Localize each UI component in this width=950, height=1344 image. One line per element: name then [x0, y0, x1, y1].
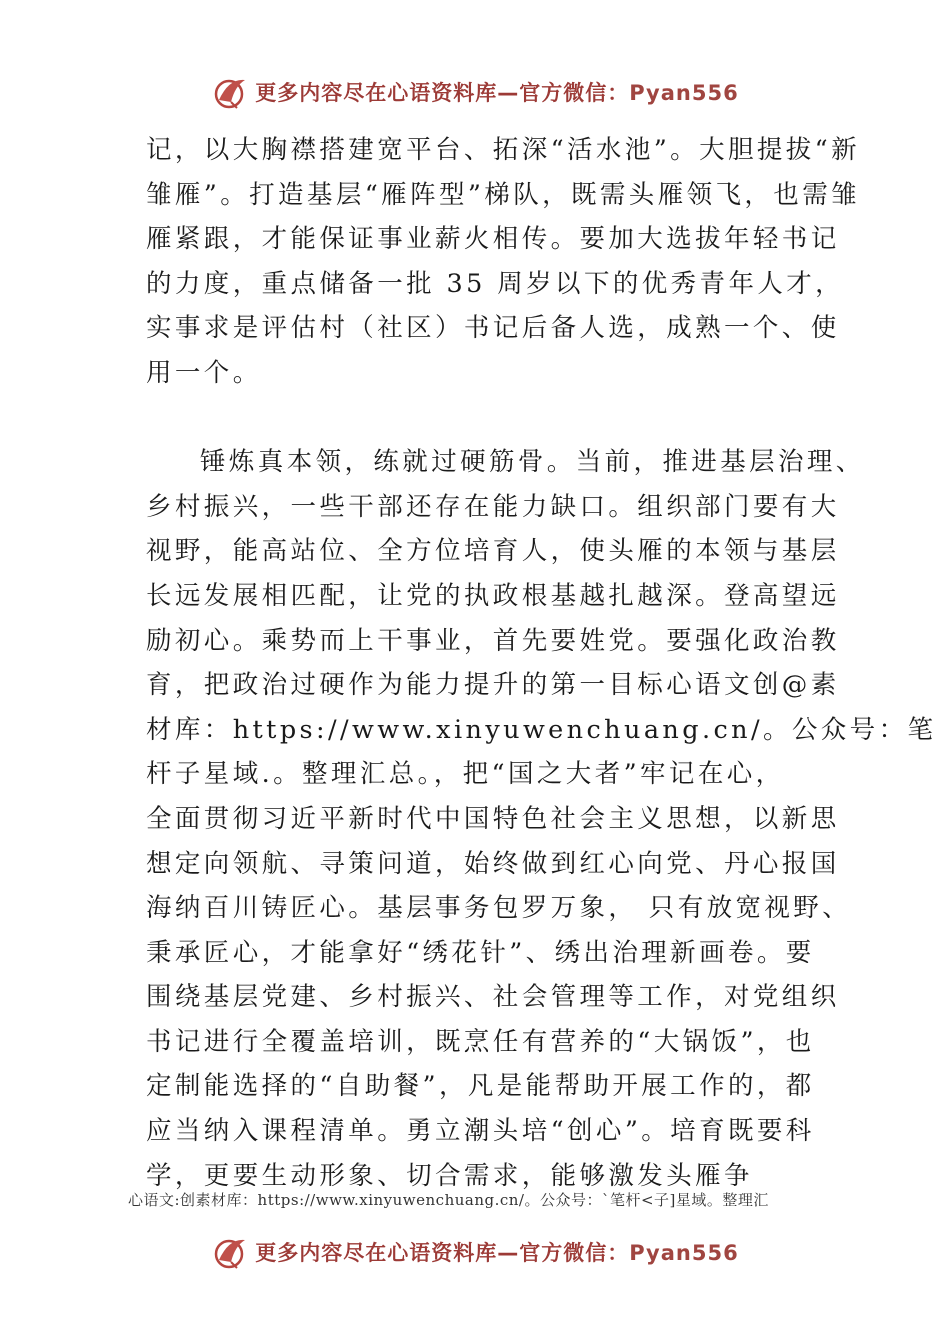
header-banner [0, 70, 950, 114]
text-line: 全面贯彻习近平新时代中国特色社会主义思想，以新思 [146, 803, 840, 834]
document-body [146, 128, 937, 1198]
paragraph-1 [146, 128, 861, 396]
text-line: 记，以大胸襟搭建宽平台、拓深“活水池”。大胆提拔“新 [146, 135, 861, 165]
logo-icon [211, 72, 251, 112]
text-line: 实事求是评估村（社区）书记后备人选，成熟一个、使 [146, 313, 840, 344]
text-line: 海纳百川铸匠心。基层事务包罗万象， 只有放宽视野、 [146, 893, 852, 924]
text-line: 秉承匠心，才能拿好“绣花针”、绣出治理新画卷。要 [146, 937, 815, 968]
text-line: 定制能选择的“自助餐”，凡是能帮助开展工作的，都 [146, 1071, 815, 1102]
text-line: 励初心。乘势而上干事业，首先要姓党。要强化政治教 [146, 625, 840, 656]
banner-text: 更多内容尽在心语资料库—官方微信：Pyan556 [255, 81, 739, 105]
wechat-id: Pyan556 [629, 81, 739, 105]
paragraph-2 [146, 440, 937, 1198]
text-line: 杆子星域.。整理汇总。，把“国之大者”牢记在心， [146, 759, 785, 790]
text-line: 书记进行全覆盖培训，既烹任有营养的“大锅饭”，也 [146, 1026, 815, 1057]
text-line: 视野，能高站位、全方位培育人，使头雁的本领与基层 [146, 536, 840, 567]
text-line: 育，把政治过硬作为能力提升的第一目标心语文创@素 [146, 670, 840, 701]
text-line: 学，更要生动形象、切合需求，能够激发头雁争 [146, 1160, 753, 1191]
text-line: 长远发展相匹配，让党的执政根基越扎越深。登高望远 [146, 580, 840, 611]
text-line: 想定向领航、寻策问道，始终做到红心向党、丹心报国 [146, 848, 840, 879]
footer-note: 心语文:创素材库：https://www.xinyuwenchuang.cn/。公众号：`笔杆<子]星域。整理汇 [128, 1191, 769, 1209]
text-line: 雁紧跟，才能保证事业薪火相传。要加大选拔年轻书记 [146, 224, 840, 255]
wechat-id: Pyan556 [629, 1241, 739, 1265]
footer-banner [0, 1230, 950, 1274]
banner-text: 更多内容尽在心语资料库—官方微信：Pyan556 [255, 1241, 739, 1265]
text-line: 材库：https://www.xinyuwenchuang.cn/。公众号：笔 [146, 714, 937, 745]
text-line: 雏雁”。打造基层“雁阵型”梯队，既需头雁领飞，也需雏 [146, 179, 861, 210]
text-line: 的力度，重点储备一批 35 周岁以下的优秀青年人才， [146, 268, 845, 299]
text-line: 乡村振兴，一些干部还存在能力缺口。组织部门要有大 [146, 491, 840, 522]
text-line: 围绕基层党建、乡村振兴、社会管理等工作，对党组织 [146, 982, 840, 1013]
logo-icon [211, 1232, 251, 1272]
text-line: 应当纳入课程清单。勇立潮头培“创心”。培育既要科 [146, 1116, 815, 1147]
text-line: 用一个。 [146, 357, 262, 388]
text-line: 锤炼真本领，练就过硬筋骨。当前，推进基层治理、 [200, 447, 865, 478]
